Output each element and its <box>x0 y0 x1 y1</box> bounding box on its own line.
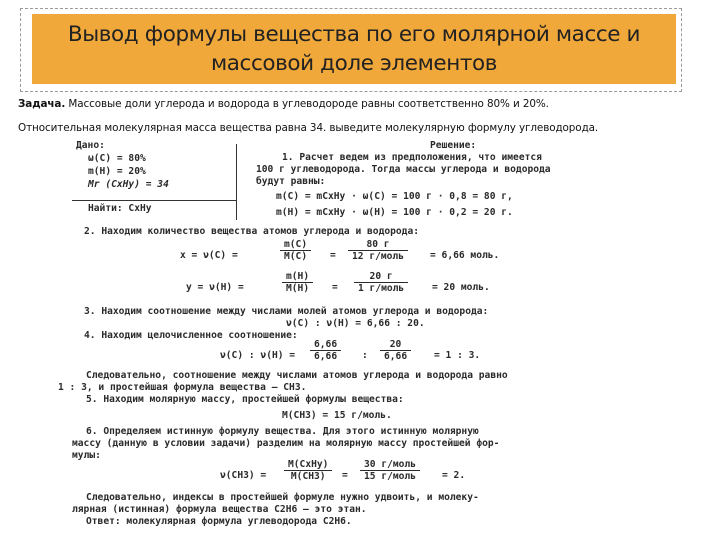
given-line-3: Mr (CxHy) = 34 <box>88 179 169 190</box>
colon-sign: : <box>362 350 368 361</box>
step-4: 4. Находим целочисленное соотношение: <box>84 330 298 341</box>
y-num-1: m(H) <box>282 271 313 283</box>
step-6-line-a: 6. Определяем истинную формулу вещества. Для этого истинную молярную <box>86 426 479 437</box>
y-fraction-2 <box>354 271 408 294</box>
ratio-num-1: 6,66 <box>310 339 341 351</box>
step-6-line-b: массу (данную в условии задачи) разделим на молярную массу простейшей фор- <box>72 438 500 449</box>
y-fraction-1 <box>282 271 313 294</box>
division-num-1: M(CxHy) <box>284 459 332 471</box>
ratio-equation: ν(C) : ν(H) = 6,66 : 20. <box>286 318 425 329</box>
equation-carbon-mass: m(C) = mCxHy · ω(C) = 100 г · 0,8 = 80 г, <box>276 191 513 202</box>
given-divider-vertical <box>236 144 237 220</box>
equation-hydrogen-mass: m(H) = mCxHy · ω(H) = 100 г · 0,2 = 20 г. <box>276 207 513 218</box>
y-den-1: M(H) <box>286 283 310 294</box>
conclusion-line-2: лярная (истинная) формула вещества C2H6 — это этан. <box>72 504 367 515</box>
step-5: 5. Находим молярную массу, простейшей формулы вещества: <box>86 394 404 405</box>
step-1-line-a: 1. Расчет ведем из предположения, что имеется <box>282 152 542 163</box>
given-line-1: ω(C) = 80% <box>88 153 146 164</box>
x-num-2: 80 г <box>348 239 408 251</box>
title-banner <box>32 14 676 84</box>
ratio-den-1: 6,66 <box>314 351 338 362</box>
ratio-den-2: 6,66 <box>384 351 408 362</box>
task-label: Задача. <box>18 98 66 110</box>
step-1-line-c: будут равны: <box>256 176 326 187</box>
solution-label: Решение: <box>430 140 477 151</box>
ratio-fraction-1 <box>310 339 341 362</box>
given-line-2: m(H) = 20% <box>88 166 146 177</box>
x-fraction-1 <box>280 239 311 262</box>
molar-mass-equation: M(CH3) = 15 г/моль. <box>282 410 392 421</box>
division-fraction-2 <box>360 459 420 482</box>
ratio-num-2: 20 <box>380 339 411 351</box>
given-label: Дано: <box>76 140 105 151</box>
y-den-2: 1 г/моль <box>358 283 405 294</box>
task-text-1: Массовые доли углерода и водорода в углеводороде равны соответственно 80% и 20%. <box>65 98 549 110</box>
division-num-2: 30 г/моль <box>360 459 420 471</box>
division-den-1: M(CH3) <box>290 471 326 482</box>
step-1-line-b: 100 г углеводорода. Тогда массы углерода и водорода <box>256 164 551 175</box>
task-statement-line-2: Относительная молекулярная масса вещества равна 34. выведите молекулярную формулу углеводорода. <box>18 122 599 134</box>
slide-title <box>68 20 640 78</box>
conclusion-line-1: Следовательно, индексы в простейшей формуле нужно удвоить, и молеку- <box>86 492 479 503</box>
ratio-left: ν(C) : ν(H) = <box>220 350 296 361</box>
step-6-line-c: мулы: <box>72 450 101 461</box>
step-3: 3. Находим соотношение между числами молей атомов углерода и водорода: <box>84 306 489 317</box>
given-block <box>72 140 232 218</box>
equals-sign: = <box>342 470 348 481</box>
conclusion-ratio-line-2: 1 : 3, и простейшая формула вещества — CH3. <box>58 382 307 393</box>
title-line-1: Вывод формулы вещества по его молярной массе и <box>67 22 641 47</box>
division-den-2: 15 г/моль <box>364 471 416 482</box>
answer-line: Ответ: молекулярная формула углеводорода C2H6. <box>86 516 352 527</box>
y-num-2: 20 г <box>354 271 408 283</box>
ratio-result: = 1 : 3. <box>434 350 481 361</box>
find-line: Найти: CxHy <box>88 203 152 214</box>
ratio-fraction-2 <box>380 339 411 362</box>
division-fraction-1 <box>284 459 332 482</box>
conclusion-ratio-line-1: Следовательно, соотношение между числами атомов углерода и водорода равно <box>86 370 508 381</box>
x-den-2: 12 г/моль <box>352 251 404 262</box>
equals-sign: = <box>332 282 338 293</box>
x-equation-left: x = ν(C) = <box>180 250 238 261</box>
x-fraction-2 <box>348 239 408 262</box>
y-result: = 20 моль. <box>432 282 490 293</box>
x-num-1: m(C) <box>280 239 311 251</box>
division-left: ν(CH3) = <box>220 470 267 481</box>
x-result: = 6,66 моль. <box>430 250 500 261</box>
equals-sign: = <box>330 250 336 261</box>
division-result: = 2. <box>442 470 466 481</box>
given-divider-horizontal <box>72 200 236 201</box>
task-statement-line-1 <box>18 98 549 110</box>
solution-scan <box>58 140 700 540</box>
y-equation-left: y = ν(H) = <box>186 282 244 293</box>
x-den-1: M(C) <box>284 251 308 262</box>
title-line-2: массовой доле элементов <box>210 51 498 76</box>
step-2: 2. Находим количество вещества атомов углерода и водорода: <box>84 226 420 237</box>
